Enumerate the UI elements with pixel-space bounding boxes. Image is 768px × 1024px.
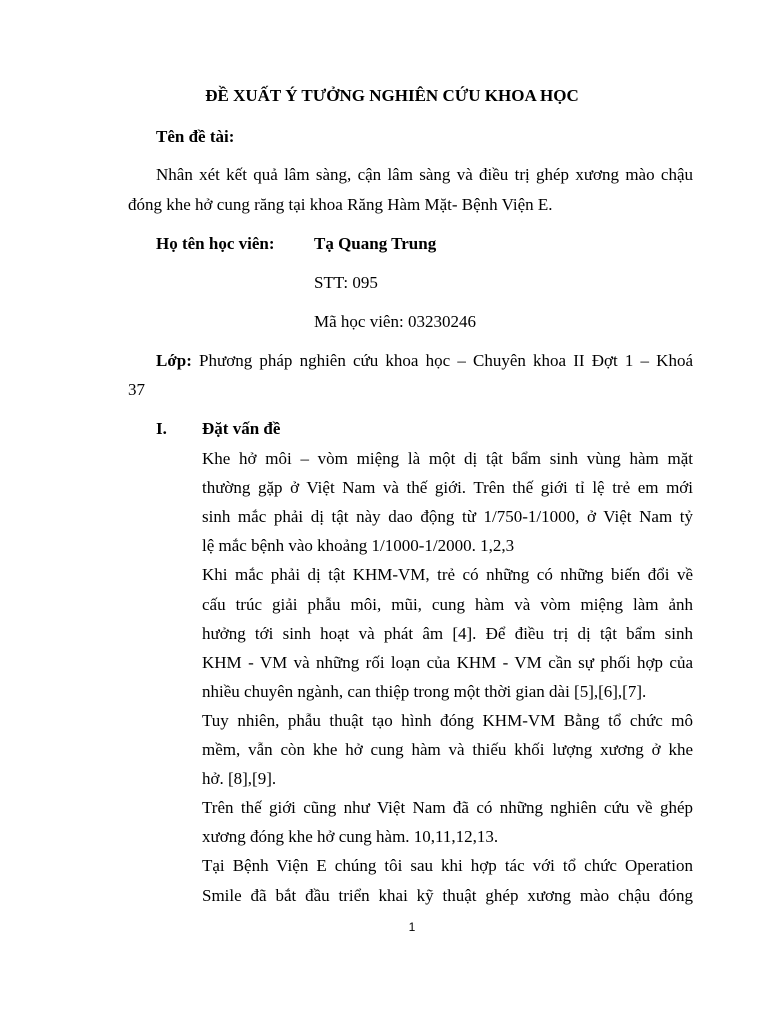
- topic-label: Tên đề tài:: [156, 127, 235, 146]
- body-line: nhiều chuyên ngành, can thiệp trong một thời gian dài [5],[6],[7].: [202, 681, 647, 701]
- body-line: KHM - VM và những rối loạn của KHM - VM cần sự phối hợp của: [202, 652, 693, 672]
- body-line: mềm, vẫn còn khe hở cung hàm và thiếu khối lượng xương ở khe: [202, 740, 693, 759]
- page-number: 1: [408, 920, 416, 934]
- body-line: hưởng tới sinh hoạt và phát âm [4]. Để điều trị dị tật bẩm sinh: [202, 623, 693, 643]
- body-line: hở. [8],[9].: [202, 769, 277, 789]
- class-label: Lớp:: [156, 351, 192, 370]
- section-number: I.: [156, 419, 167, 438]
- class-line-2: 37: [128, 380, 145, 399]
- body-line: Trên thế giới cũng như Việt Nam đã có những nghiên cứu về ghép: [202, 798, 693, 818]
- student-id: Mã học viên: 03230246: [314, 312, 476, 331]
- topic-line-2: đóng khe hở cung răng tại khoa Răng Hàm Mặt- Bệnh Viện E.: [128, 195, 553, 214]
- body-line: cấu trúc giải phẫu môi, mũi, cung hàm và vòm miệng làm ảnh: [202, 594, 693, 614]
- body-line: Smile đã bắt đầu triển khai kỹ thuật ghép xương mào chậu đóng: [202, 885, 693, 905]
- body-line: lệ mắc bệnh vào khoảng 1/1000-1/2000. 1,2,3: [202, 536, 515, 556]
- body-line: Tại Bệnh Viện E chúng tôi sau khi hợp tác với tổ chức Operation: [202, 856, 693, 876]
- student-stt: STT: 095: [314, 273, 378, 292]
- student-label: Họ tên học viên:: [156, 234, 275, 253]
- body-line: Tuy nhiên, phẫu thuật tạo hình đóng KHM-VM Bằng tổ chức mô: [202, 710, 693, 730]
- body-line: xương đóng khe hở cung hàm. 10,11,12,13.: [202, 827, 499, 847]
- section-title: Đặt vấn đề: [202, 419, 281, 438]
- body-line: thường gặp ở Việt Nam và thế giới. Trên thế giới tỉ lệ trẻ em mới: [202, 478, 693, 498]
- body-line: sinh mắc phải dị tật này dao động từ 1/750-1/1000, ở Việt Nam tỷ: [202, 507, 693, 527]
- body-line: Khe hở môi – vòm miệng là một dị tật bẩm sinh vùng hàm mặt: [202, 449, 693, 468]
- body-line: Khi mắc phải dị tật KHM-VM, trẻ có những có những biến đổi về: [202, 565, 693, 585]
- document-title: ĐỀ XUẤT Ý TƯỞNG NGHIÊN CỨU KHOA HỌC: [205, 86, 579, 105]
- class-text: Phương pháp nghiên cứu khoa học – Chuyên khoa II Đợt 1 – Khoá: [199, 351, 694, 370]
- student-name: Tạ Quang Trung: [314, 234, 437, 253]
- class-line-1: [156, 351, 693, 371]
- topic-line-1: Nhân xét kết quả lâm sàng, cận lâm sàng và điều trị ghép xương mào chậu: [156, 165, 693, 184]
